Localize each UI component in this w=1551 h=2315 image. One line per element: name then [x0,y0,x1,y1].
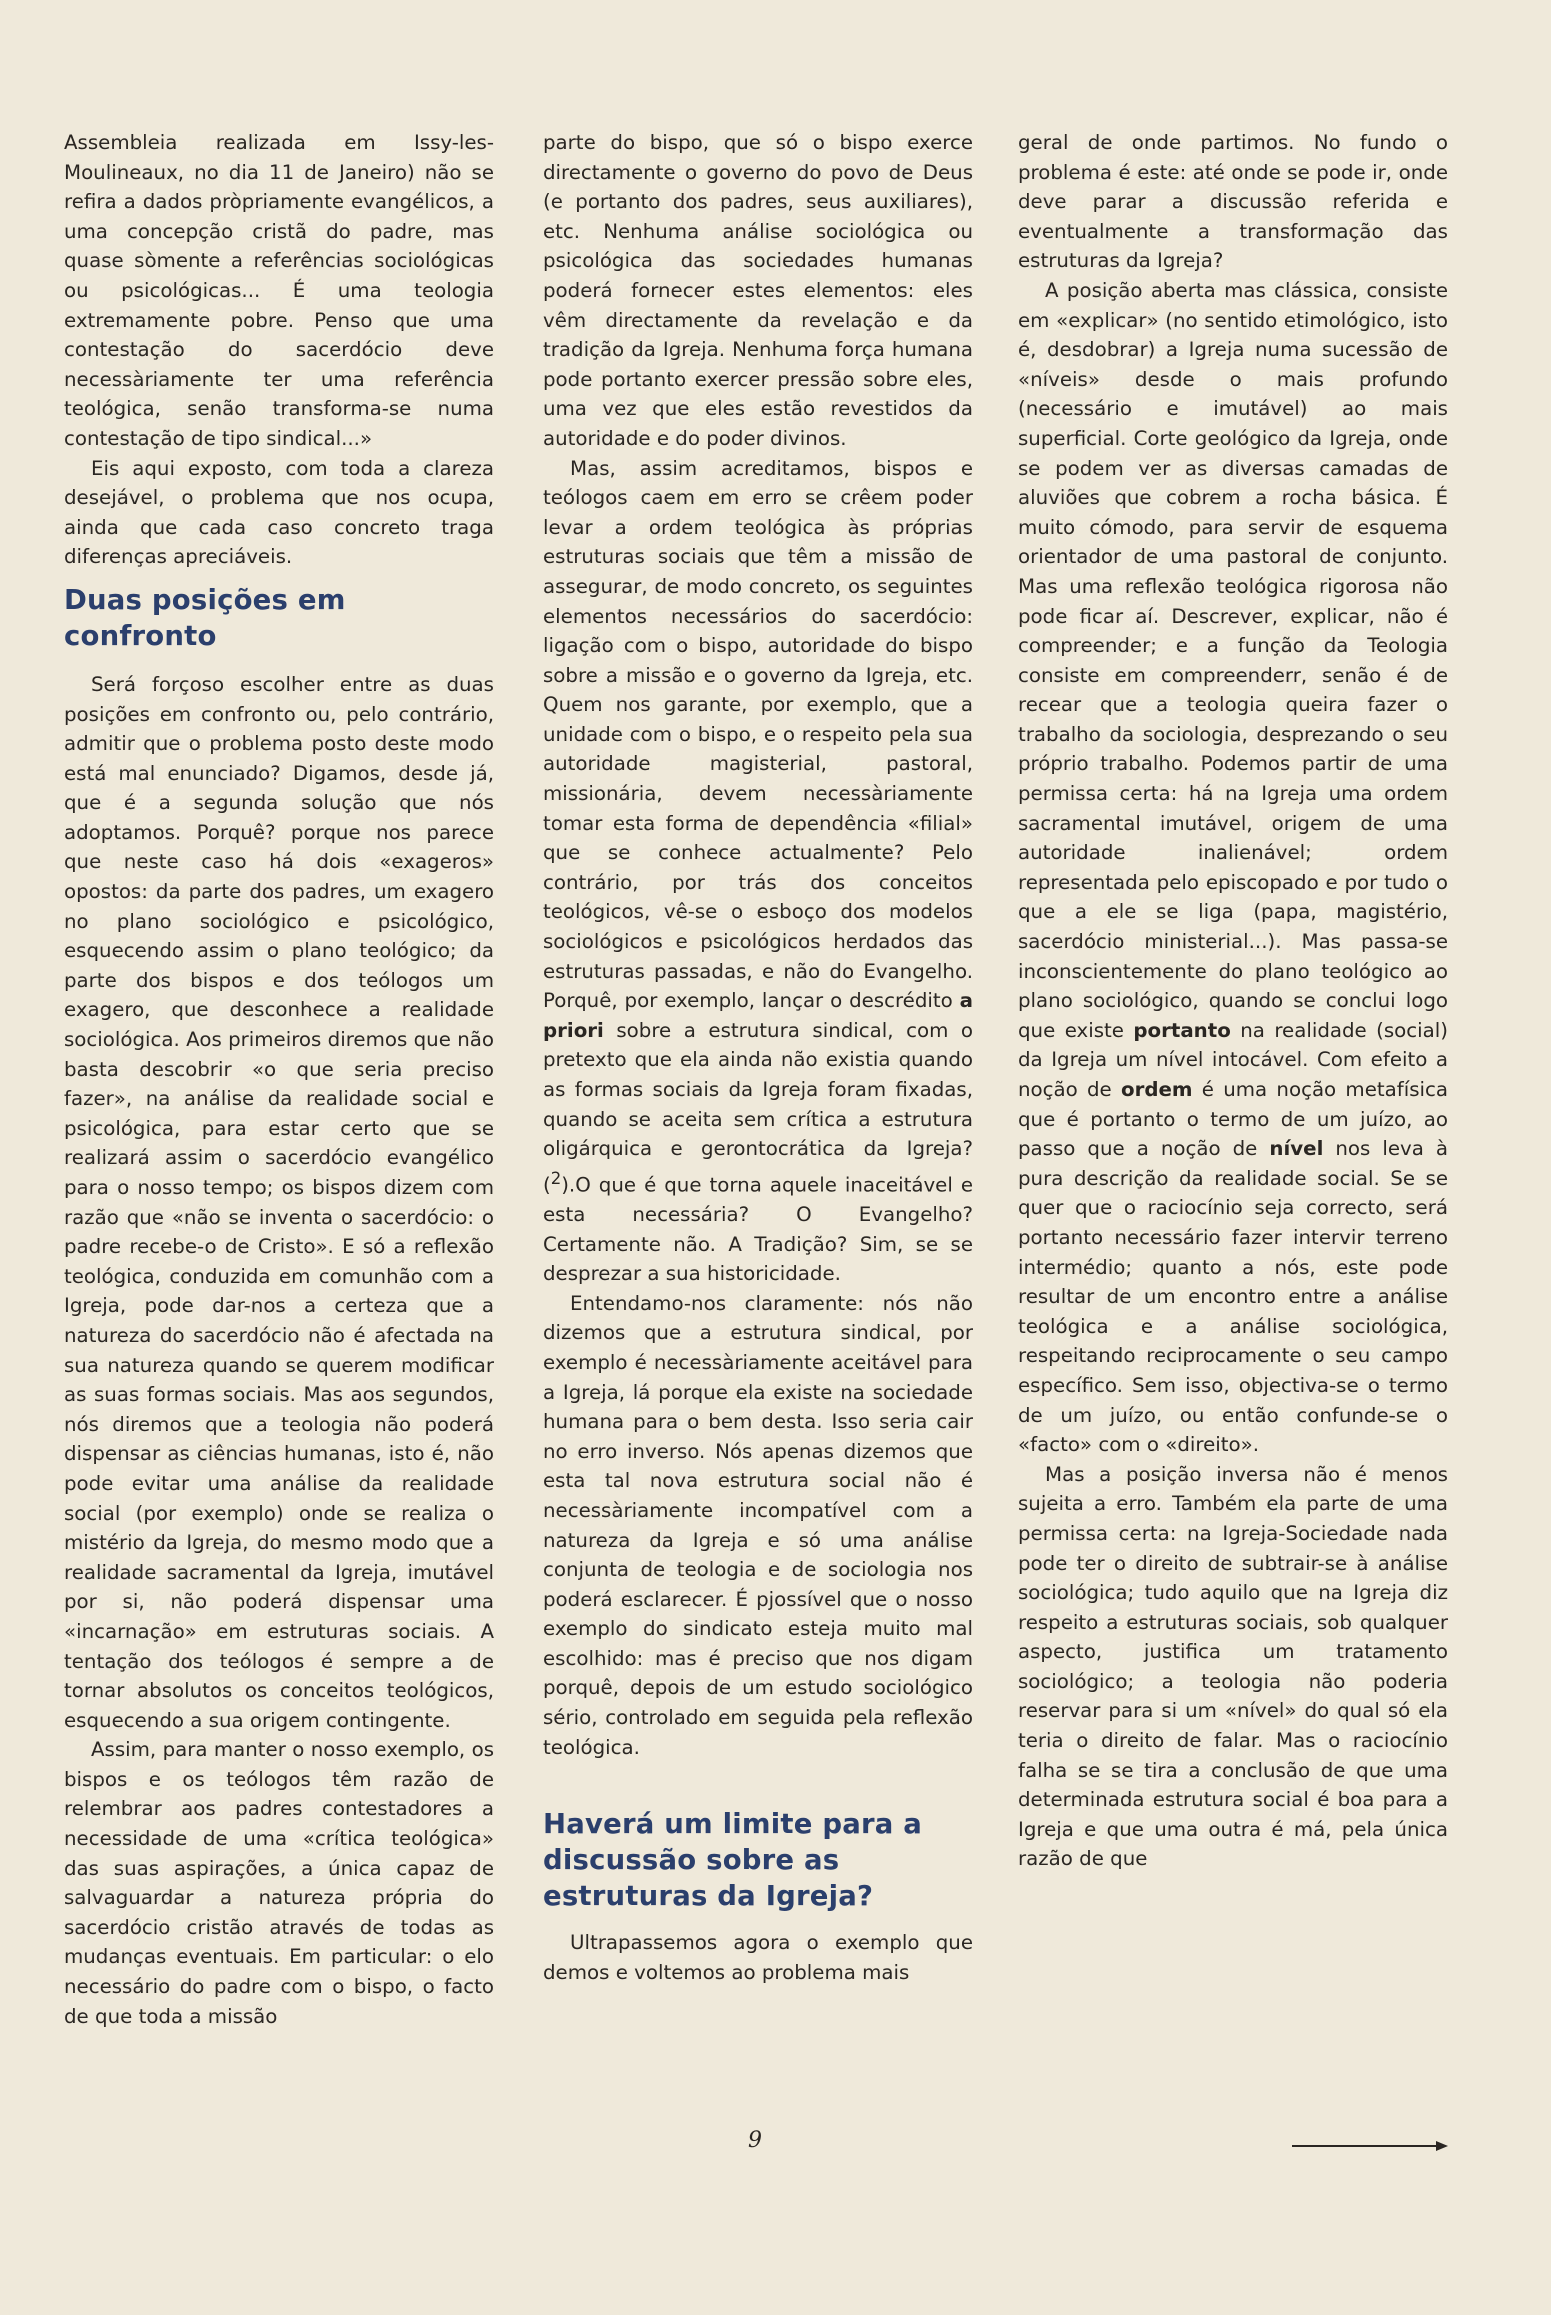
paragraph: Será forçoso escolher entre as duas posições em confronto ou, pelo contrário, admitir que o problema posto deste modo está mal enunciado? Digamos, desde já, que é a segunda solução que nós adoptamos. Porquê? porque nos parece que neste caso há dois «exageros» opostos: da parte dos padres, um exagero no plano sociológico e psicológico, esquecendo assim o plano teológico; da parte dos bispos e dos teólogos um exagero, que desconhece a realidade sociológica. Aos primeiros diremos que não basta descobrir «o que seria preciso fazer», na análise da realidade social e psicológica, para estar certo que se realizará assim o sacerdócio evangélico para o nosso tempo; os bispos dizem com razão que «não se inventa o sacerdócio: o padre recebe-o de Cristo». E só a reflexão teológica, conduzida em comunhão com a Igreja, pode dar-nos a certeza que a natureza do sacerdócio não é afectada na sua natureza quando se querem modificar as suas formas sociais. Mas aos segundos, nós diremos que a teologia não poderá dispensar as ciências humanas, isto é, não pode evitar uma análise da realidade social (por exemplo) onde se realiza o mistério da Igreja, do mesmo modo que a realidade sacramental da Igreja, imutável por si, não poderá dispensar uma «incarnação» em estruturas sociais. A tentação dos teólogos é sempre a de tornar absolutos os conceitos teológicos, esquecendo a sua origem contingente. [64,672,494,1732]
emphasis-text: portanto [1133,1018,1231,1042]
column-right [1018,128,1448,1874]
emphasis-text: ordem [1121,1078,1193,1101]
paragraph: Ultrapassemos agora o exemplo que demos e voltemos ao problema mais [543,1931,973,1984]
paragraph: Assembleia realizada em Issy-les-Moulineaux, no dia 11 de Janeiro) não se refira a dados pròpriamente evangélicos, a uma concepção cristã do padre, mas quase sòmente a referências sociológicas ou psicológicas... É uma teologia extremamente pobre. Penso que uma contestação do sacerdócio deve necessàriamente ter uma referência teológica, senão transforma-se numa contestação de tipo sindical...» [64,131,494,450]
column-left [64,128,494,2031]
text-run: sobre a estrutura sindical, com o pretexto que ela ainda não existia quando as formas sociais da Igreja foram fixadas, quando se aceita sem crítica a estrutura oligárquica e gerontocrática da Igreja? ( [543,1018,973,1197]
column-middle [543,128,973,1987]
paragraph: Assim, para manter o nosso exemplo, os bispos e os teólogos têm razão de relembrar aos padres contestadores a necessidade de uma «crítica teológica» das suas aspirações, a única capaz de salvaguardar a natureza própria do sacerdócio cristão através de todas as mudanças eventuais. Em particular: o elo necessário do padre com o bispo, o facto de que toda a missão [64,1738,494,2028]
emphasis-text: nível [1269,1137,1324,1161]
paragraph: Mas a posição inversa não é menos sujeita a erro. Também ela parte de uma permissa certa: na Igreja-Sociedade nada pode ter o direito de subtrair-se à análise sociológica; tudo aquilo que na Igreja diz respeito a estruturas sociais, sob qualquer aspecto, justifica um tratamento sociológico; a teologia não poderia reservar para si um «nível» do qual só ela teria o direito de falar. Mas o raciocínio falha se se tira a conclusão de que uma determinada estrutura social é boa para a Igreja e que uma outra é má, pela única razão de que [1018,1462,1448,1871]
section-heading: Duas posições em confronto [64,583,346,652]
text-run: A posição aberta mas clássica, consiste em «explicar» (no sentido etimológico, isto é, desdobrar) a Igreja numa sucessão de «níveis» desde o mais profundo (necessário e imutável) ao mais superficial. Corte geológico da Igreja, onde se podem ver as diversas camadas de aluviões que cobrem a rocha básica. É muito cómodo, para servir de esquema orientador de uma pastoral de conjunto. Mas uma reflexão teológica rigorosa não pode ficar aí. Descrever, explicar, não é compreender; e a função da Teologia consiste em compreenderr, senão é de recear que a teologia queira fazer o trabalho da sociologia, desprezando o seu próprio trabalho. Podemos partir de uma permissa certa: há na Igreja uma ordem sacramental imutável, origem de uma autoridade inalienável; ordem representada pelo episcopado e por tudo o que a ele se liga (papa, magistério, sacerdócio ministerial...). Mas passa-se inconscientemente do plano teológico ao plano sociológico, quando se conclui logo que existe [1018,278,1448,1042]
paragraph [543,454,973,1289]
emphasis-text: a priori [543,989,973,1042]
paragraph [1018,276,1448,1460]
section-heading: Haverá um limite para a discussão sobre as estruturas da Igreja? [543,1808,923,1913]
text-run: nos leva à pura descrição da realidade social. Se se quer que o raciocínio seja correcto, será portanto necessário fazer intervir terreno intermédio; quanto a nós, este pode resultar de um encontro entre a análise teológica e a análise sociológica, respeitando reciprocamente o seu campo específico. Sem isso, objectiva-se o termo de um juízo, ou então confunde-se o «facto» com o «direito». [1018,1137,1448,1457]
text-run: é uma noção metafísica que é portanto o termo de um juízo, ao passo que a noção de [1018,1078,1448,1161]
footnote-reference: 2 [550,1168,562,1188]
text-run: na realidade (social) da Igreja um nível intocável. Com efeito a noção de [1018,1018,1448,1101]
paragraph: Entendamo-nos claramente: nós não dizemos que a estrutura sindical, por exemplo é necessàriamente aceitável para a Igreja, lá porque ela existe na sociedade humana para o bem desta. Isso seria cair no erro inverso. Nós apenas dizemos que esta tal nova estrutura social não é necessàriamente incompatível com a natureza da Igreja e só uma análise conjunta de teologia e de sociologia nos poderá esclarecer. É pjossível que o nosso exemplo do sindicato esteja muito mal escolhido: mas é preciso que nos digam porquê, depois de um estudo sociológico sério, controlado em seguida pela reflexão teológica. [543,1291,973,1759]
paragraph: geral de onde partimos. No fundo o problema é este: até onde se pode ir, onde deve parar a discussão referida e eventualmente a transformação das estruturas da Igreja? [1018,131,1448,273]
text-run: Mas, assim acreditamos, bispos e teólogos caem em erro se crêem poder levar a ordem teológica às próprias estruturas sociais que têm a missão de assegurar, de modo concreto, os seguintes elementos necessários do sacerdócio: ligação com o bispo, autoridade do bispo sobre a missão e o governo da Igreja, etc. Quem nos garante, por exemplo, que a unidade com o bispo, e o respeito pela sua autoridade magisterial, pastoral, missionária, devem necessàriamente tomar esta forma de dependência «filial» que se conhece actualmente? Pelo contrário, por trás dos conceitos teológicos, vê-se o esboço dos modelos sociológicos e psicológicos herdados das estruturas passadas, e não do Evangelho. Porquê, por exemplo, lançar o descrédito [543,456,973,1013]
text-run: ).O que é que torna aquele inaceitável e esta necessária? O Evangelho? Certamente não. A Tradição? Sim, se se desprezar a sua historicidade. [543,1173,973,1286]
page-number: 9 [748,2128,762,2153]
continue-arrow-icon [1290,2138,1450,2154]
paragraph: Eis aqui exposto, com toda a clareza desejável, o problema que nos ocupa, ainda que cada caso concreto traga diferenças apreciáveis. [64,456,494,569]
paragraph: parte do bispo, que só o bispo exerce directamente o governo do povo de Deus (e portanto dos padres, seus auxiliares), etc. Nenhuma análise sociológica ou psicológica das sociedades humanas poderá fornecer estes elementos: eles vêm directamente da revelação e da tradição da Igreja. Nenhuma força humana pode portanto exercer pressão sobre eles, uma vez que eles estão revestidos da autoridade e do poder divinos. [543,131,973,450]
